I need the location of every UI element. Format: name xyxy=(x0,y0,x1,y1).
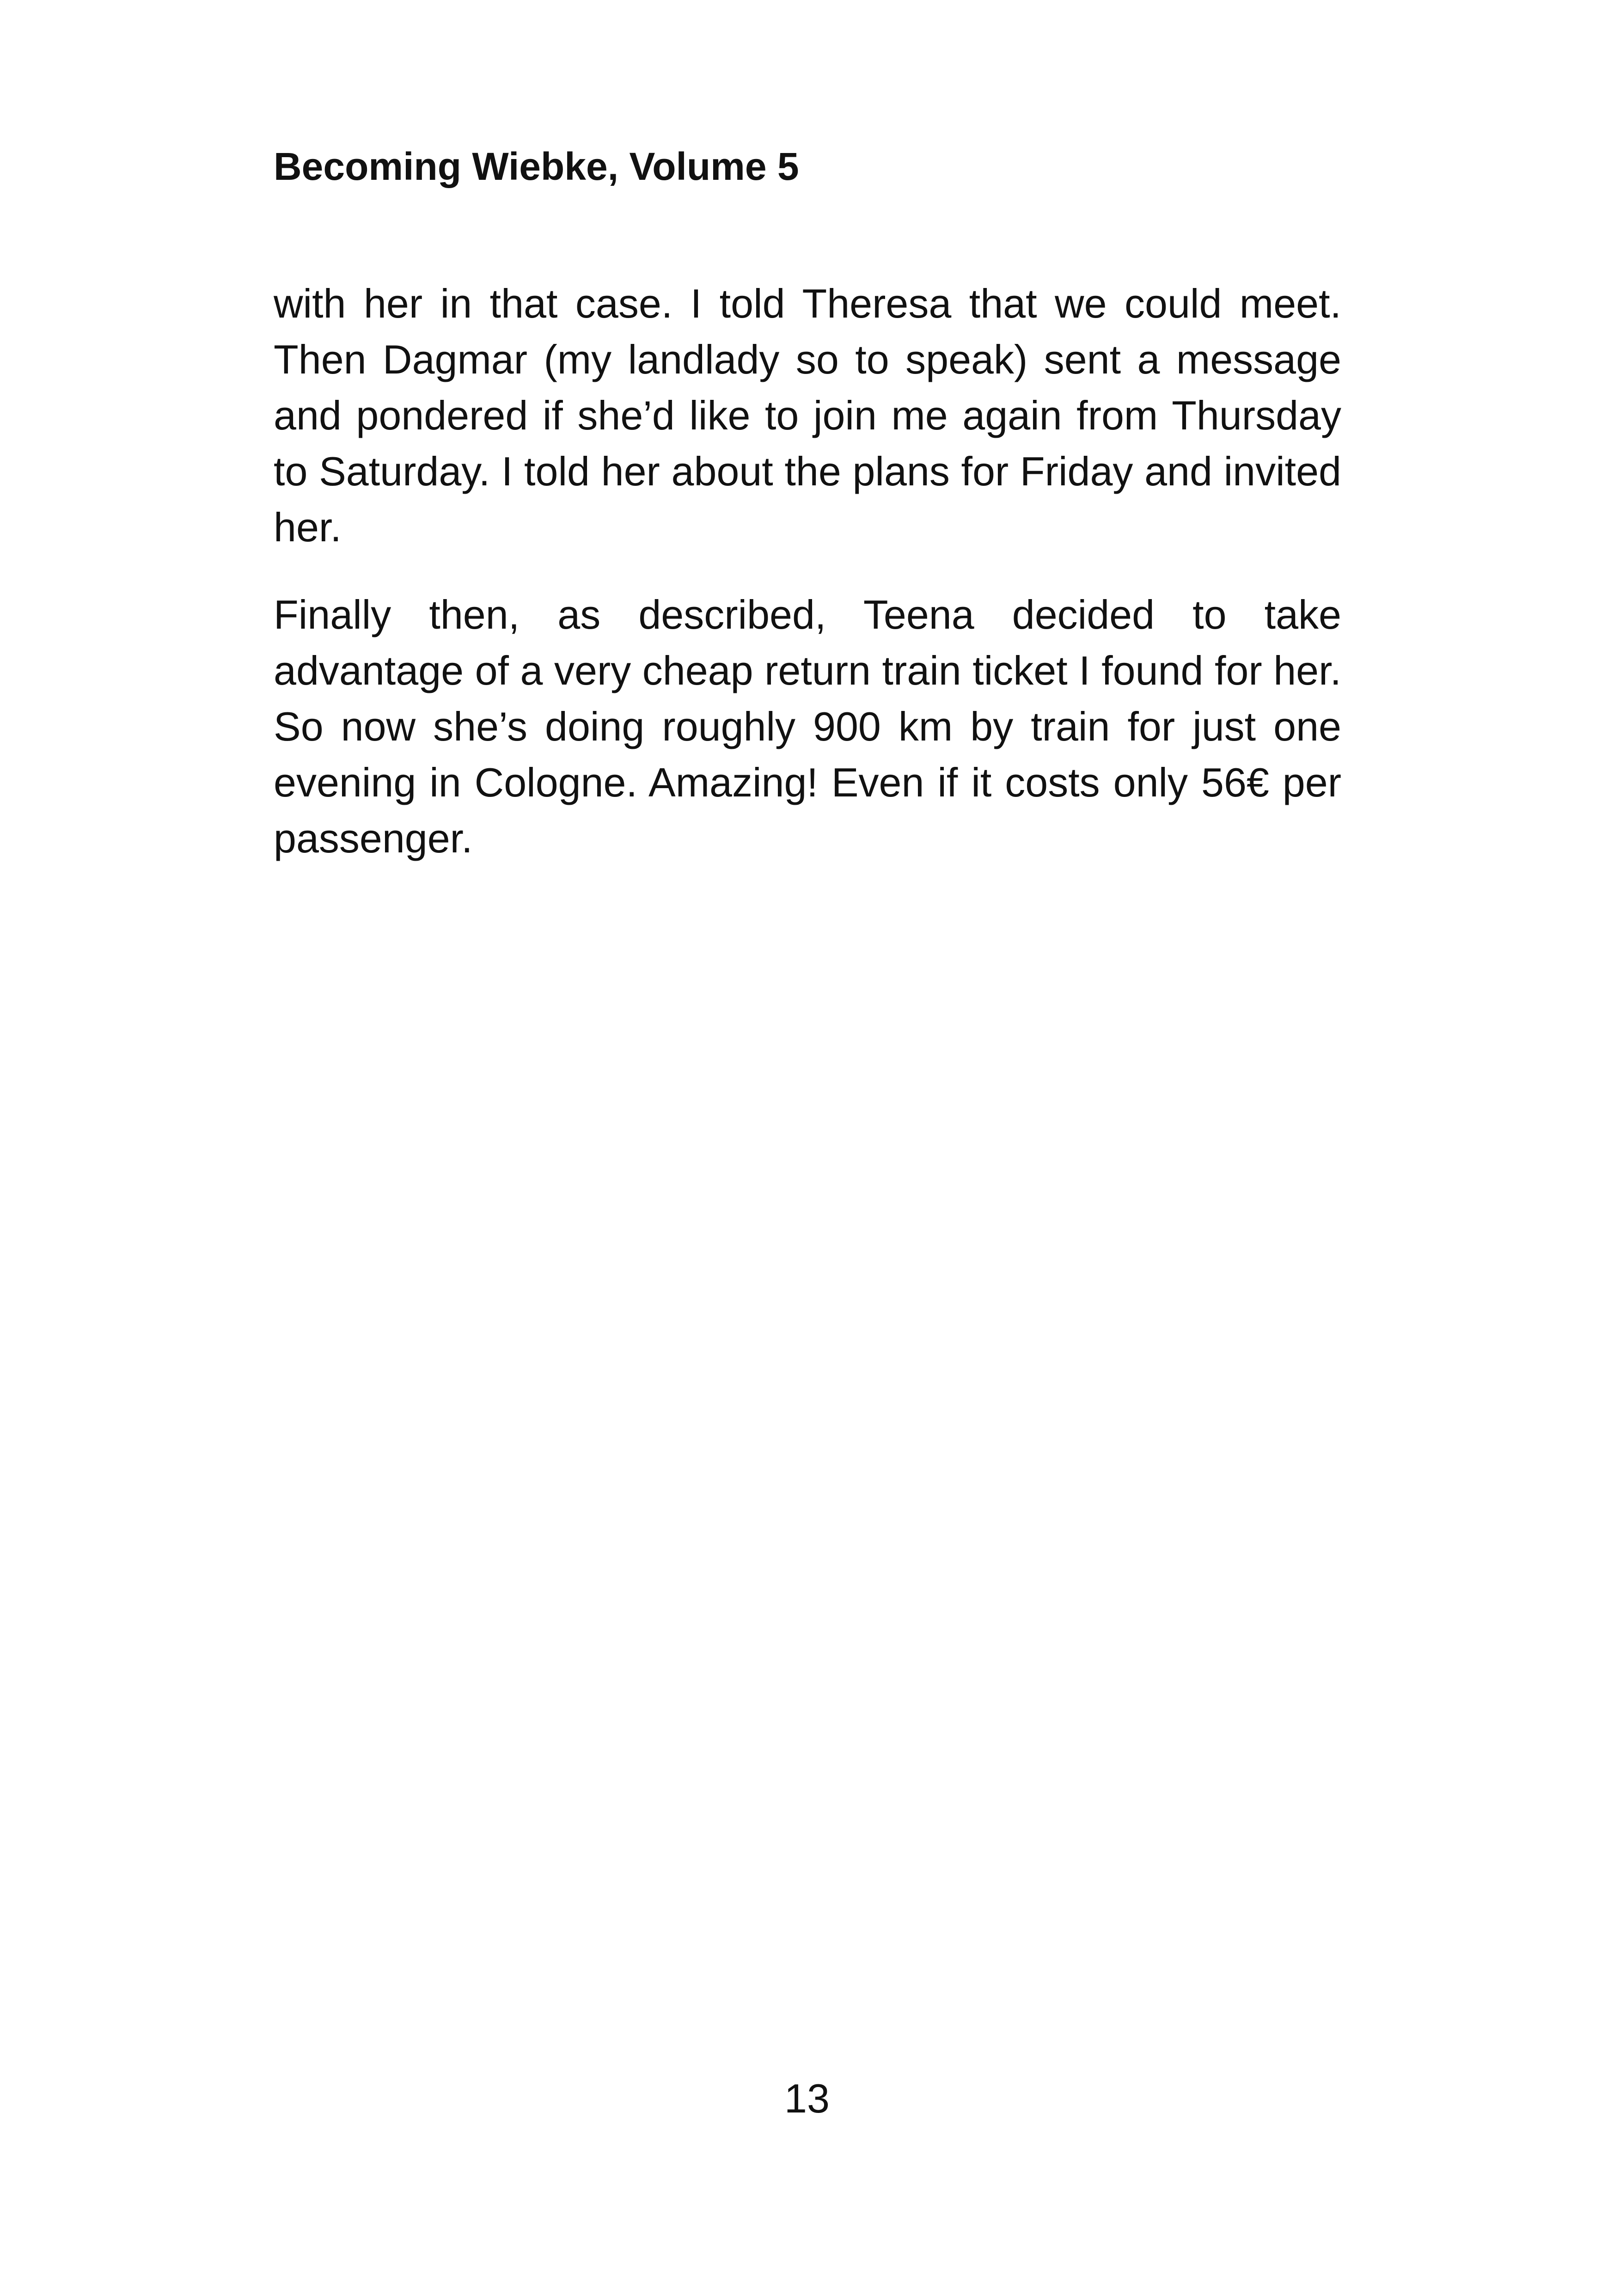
running-header-title: Becoming Wiebke, Volume 5 xyxy=(274,145,799,188)
paragraph: with her in that case. I told Theresa that we could meet. Then Dagmar (my landlady so to speak) sent a message and pondered if she’d like to join me again from Thursday to Saturday. I told her about the plans for Friday and invited her. xyxy=(274,281,1341,550)
paragraph: Finally then, as described, Teena decided to take advantage of a very cheap return train ticket I found for her. So now she’s doing roughly 900 km by train for just one evening in Cologne. Amazing! Even if it costs only 56€ per passenger. xyxy=(274,592,1341,861)
body-text xyxy=(274,276,1341,866)
page-number: 13 xyxy=(784,2076,830,2121)
